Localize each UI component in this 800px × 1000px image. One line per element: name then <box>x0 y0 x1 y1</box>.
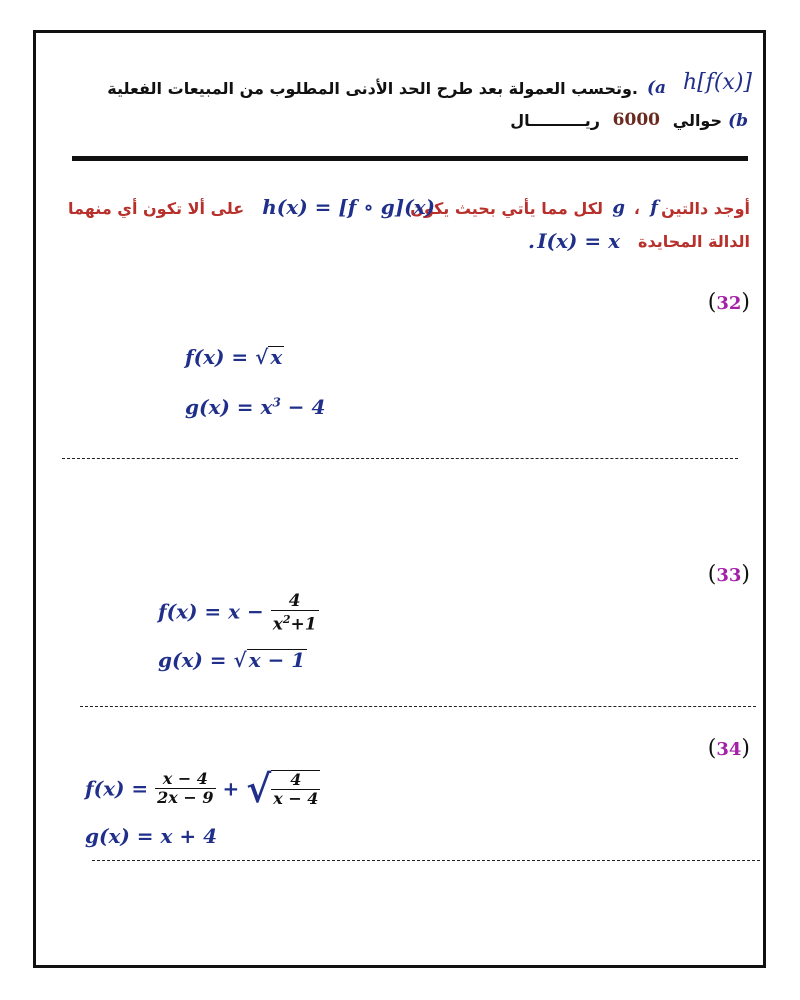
problem-32-g: $g(x) = x^3 - 4$ <box>185 395 326 419</box>
task-sep: ، <box>633 199 640 218</box>
sqrt-symbol: √ <box>255 345 269 369</box>
task-period: . <box>528 229 535 253</box>
top-line-1-text: وتحسب العمولة بعد طرح الحد الأدنى المطلوب من المبيعات الفعلية. <box>107 79 638 98</box>
task-line-1-part2: لكل مما يأتي بحيث يكون <box>410 199 603 218</box>
problem-33-fraction: $\frac{4}{x^2+1}$ <box>272 591 317 635</box>
problem-34-number: (34) <box>707 736 750 761</box>
top-line-2-text: حوالي <box>672 111 722 130</box>
top-line-2-value: 6000 <box>612 110 660 130</box>
task-h-composition: h(x) = [f ∘ g](x) <box>262 195 435 219</box>
problem-34-sqrt: √ $\frac{4}{x - 4}$ <box>246 766 319 811</box>
h-f-x-expression: h[f(x)] <box>682 70 752 95</box>
sqrt-symbol: √ <box>246 766 272 811</box>
task-f: f <box>650 197 658 218</box>
problem-32-number: (32) <box>707 290 750 315</box>
problem-33-f: f(x) = x − $\frac{4}{x^2+1}$ <box>158 591 317 635</box>
task-g: g <box>612 197 625 218</box>
problem-34-f: f(x) = $\frac{x - 4}{2x - 9}$ + √ $\frac{4}{x - 4}$ <box>85 766 319 811</box>
problem-32-f: f(x) = √ x <box>185 345 283 369</box>
top-line-2-unit: ريــــــــــال <box>510 111 600 130</box>
problem-34-fraction-1: $\frac{x - 4}{2x - 9}$ <box>157 769 214 807</box>
dashed-separator-3 <box>92 860 760 861</box>
top-a-label: (a <box>646 78 666 98</box>
dashed-separator-2 <box>80 706 756 707</box>
problem-34-g: g(x) = x + 4 <box>85 824 218 848</box>
task-line-1-part1: أوجد دالتين <box>661 199 750 218</box>
section-divider <box>72 156 748 161</box>
task-identity: I(x) = x <box>537 229 620 253</box>
sqrt-symbol: √ <box>233 648 247 672</box>
dashed-separator-1 <box>62 458 738 459</box>
problem-33-g: g(x) = √ x − 1 <box>158 648 306 672</box>
task-line-1-part3: على ألا تكون أي منهما <box>68 199 245 218</box>
task-line-2-part1: الدالة المحايدة <box>638 232 750 251</box>
top-b-label: (b <box>728 111 748 131</box>
problem-33-number: (33) <box>707 562 750 587</box>
